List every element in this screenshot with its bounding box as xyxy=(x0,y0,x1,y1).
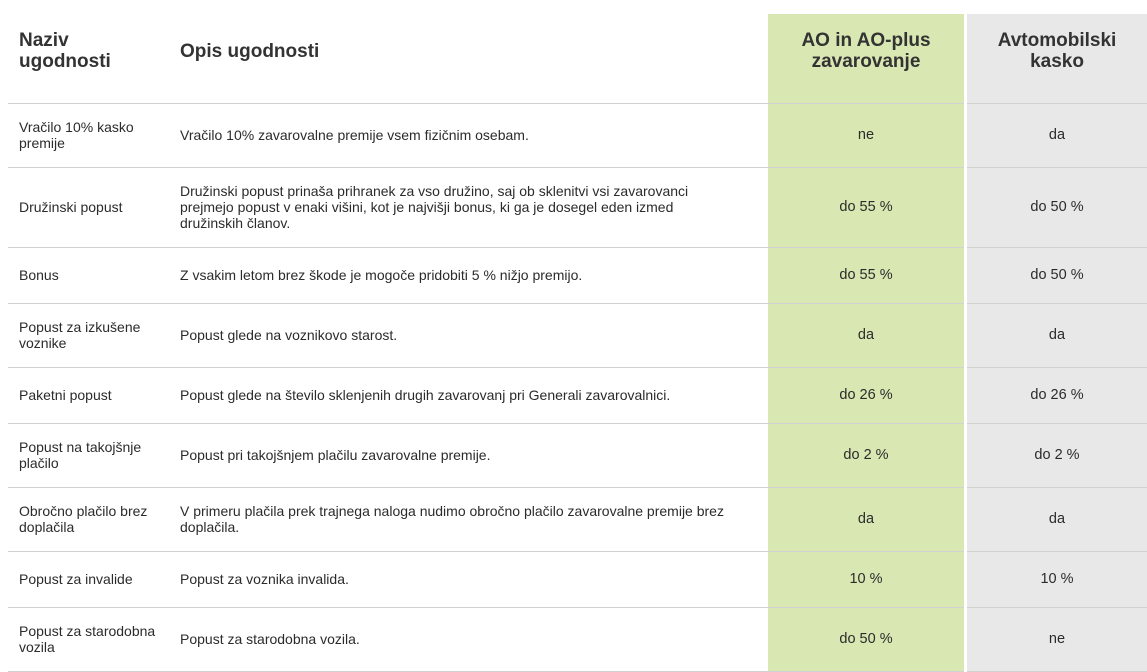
table-row xyxy=(0,423,1147,487)
kasko-value: do 2 % xyxy=(967,423,1147,487)
benefit-name: Popust za invalide xyxy=(0,551,168,607)
table-row xyxy=(0,367,1147,423)
ao-value: ne xyxy=(768,103,964,167)
kasko-value: da xyxy=(967,303,1147,367)
kasko-value: do 50 % xyxy=(967,167,1147,247)
kasko-value: da xyxy=(967,487,1147,551)
ao-value: do 2 % xyxy=(768,423,964,487)
header-ao-insurance: AO in AO-plus zavarovanje xyxy=(768,0,964,103)
benefit-description: Popust glede na število sklenjenih drugih zavarovanj pri Generali zavarovalnici. xyxy=(168,367,768,423)
benefit-description: Popust glede na voznikovo starost. xyxy=(168,303,768,367)
ao-value: 10 % xyxy=(768,551,964,607)
kasko-value: do 50 % xyxy=(967,247,1147,303)
table-row xyxy=(0,303,1147,367)
kasko-value: ne xyxy=(967,607,1147,671)
ao-value: do 55 % xyxy=(768,167,964,247)
ao-value: da xyxy=(768,303,964,367)
benefit-description: Popust pri takojšnjem plačilu zavarovalne premije. xyxy=(168,423,768,487)
table-header-row xyxy=(0,0,1147,103)
header-benefit-description: Opis ugodnosti xyxy=(168,0,768,103)
benefit-name: Popust na takojšnje plačilo xyxy=(0,423,168,487)
benefit-name: Popust za starodobna vozila xyxy=(0,607,168,671)
benefit-description: Z vsakim letom brez škode je mogoče pridobiti 5 % nižjo premijo. xyxy=(168,247,768,303)
table-row xyxy=(0,487,1147,551)
table-row xyxy=(0,167,1147,247)
kasko-value: do 26 % xyxy=(967,367,1147,423)
ao-value: do 55 % xyxy=(768,247,964,303)
ao-value: da xyxy=(768,487,964,551)
benefit-description: V primeru plačila prek trajnega naloga nudimo obročno plačilo zavarovalne premije brez doplačila. xyxy=(168,487,768,551)
benefit-name: Vračilo 10% kasko premije xyxy=(0,103,168,167)
header-kasko-insurance: Avtomobilski kasko xyxy=(967,0,1147,103)
header-benefit-name: Naziv ugodnosti xyxy=(0,0,168,103)
benefit-description: Popust za starodobna vozila. xyxy=(168,607,768,671)
benefit-description: Vračilo 10% zavarovalne premije vsem fizičnim osebam. xyxy=(168,103,768,167)
table-row xyxy=(0,103,1147,167)
benefit-name: Obročno plačilo brez doplačila xyxy=(0,487,168,551)
benefit-name: Bonus xyxy=(0,247,168,303)
benefit-description: Družinski popust prinaša prihranek za vso družino, saj ob sklenitvi vsi zavarovanci prejmejo popust v enaki višini, kot je najvišji bonus, ki ga je dosegel eden izmed družinskih članov. xyxy=(168,167,768,247)
benefit-description: Popust za voznika invalida. xyxy=(168,551,768,607)
table-row xyxy=(0,607,1147,671)
kasko-value: 10 % xyxy=(967,551,1147,607)
benefit-name: Paketni popust xyxy=(0,367,168,423)
table-row xyxy=(0,247,1147,303)
ao-value: do 26 % xyxy=(768,367,964,423)
benefit-name: Popust za izkušene voznike xyxy=(0,303,168,367)
ao-value: do 50 % xyxy=(768,607,964,671)
kasko-value: da xyxy=(967,103,1147,167)
benefit-name: Družinski popust xyxy=(0,167,168,247)
table-row xyxy=(0,551,1147,607)
